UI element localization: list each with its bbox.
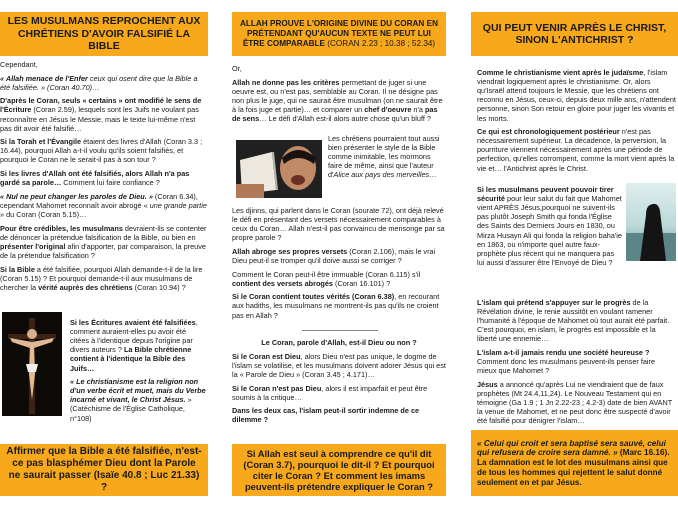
paragraph: Les djinns, qui parlent dans le Coran (sourate 72), ont déjà relevé le défi en présentant des versets nécessairement comparables à ceux du Coran… Allah n'est-il pas convaincu de mensonge par sa propre parole ? <box>232 206 445 243</box>
panel-left <box>0 0 208 508</box>
panel-middle-side-text <box>328 134 444 184</box>
woman-sea-icon <box>626 183 676 261</box>
paragraph: Si les musulmans peuvent pouvoir tirer sécurité pour leur salut du fait que Mahomet vient APRÈS Jésus,pourquoi ne suivent-ils pas plutôt Joseph Smith qui fonda l'Église des Saints des Derniers Jours en 1830, ou Mirza Husayn Ali qui fonda la religion baha'ie en 1863, ou n'importe quel autre faux-prophète plus récent qui ne manquera pas lui aussi d'assurer être l'Envoyé de Dieu ? <box>477 185 622 267</box>
paragraph: Allah ne donne pas les critères permettant de juger si une oeuvre est, ou n'est pas, semblable au Coran. Il ne désigne pas non plus le juge, qui ne saurait être musulman (on ne saurait être à la fois juge et partie)… et comparer un chef d'oeuvre n'a pas de sens… Le défi d'Allah est-il alors autre chose qu'un bluff ? <box>232 77 443 124</box>
paragraph: L'islam a-t-il jamais rendu une société heureuse ? Comment donc les musulmans peuvent-ils penser faire mieux que Mahomet ? <box>477 348 656 376</box>
panel-left-footer: Affirmer que la Bible a été falsifiée, n'est-ce pas blasphémer Dieu dont la Parole ne saurait passer (Isaïe 40.8 ; Luc 21.33) ? <box>0 444 208 496</box>
paragraph: Si le Coran contient toutes vérités (Coran 6.38), en recourant aux hadiths, les musulmans ne montrent-ils pas qu'ils ne croient pas en Allah ? <box>232 292 440 320</box>
paragraph: Ce qui est chronologiquement postérieur n'est pas nécessairement supérieur. La décadence, la perversion, la pourriture viennent nécessairement après une période de perfection, qu'elles corrompent, comme la mort vient après la vie et… l'Antichrist après le Christ. <box>477 127 675 173</box>
paragraph: Comment le Coran peut-il être immuable (Coran 6.115) s'il contient des versets abrogés (Coran 16.101) ? <box>232 269 421 288</box>
paragraph: Les chrétiens pourraient tout aussi bien présenter le style de la Bible comme inimitable, les mormons faire de même, ainsi que l'auteur d'Alice aux pays des merveilles… <box>328 134 440 180</box>
panel-middle-title: ALLAH PROUVE L'ORIGINE DIVINE DU CORAN EN PRÉTENDANT QU'AUCUN TEXTE NE PEUT LUI ÊTRE COMPARABLE (CORAN 2.23 ; 10.38 ; 52.34) <box>232 12 446 56</box>
paragraph: Si les livres d'Allah ont été falsifiés, alors Allah n'a pas gardé sa parole… Comment lui faire confiance ? <box>0 169 190 188</box>
man-reading-image <box>236 140 322 198</box>
panel-right-side-text <box>477 185 622 267</box>
panel-right-footer: « Celui qui croit et sera baptisé sera sauvé, celui qui refusera de croire sera damné. » (Marc 16.16). La damnation est le lot des musulmans ainsi que de tous les hommes qui rejettent le salut donné seulement en et par Jésus. <box>471 430 678 496</box>
text-intro: Or, <box>232 64 242 73</box>
dilemma-heading: Le Coran, parole d'Allah, est-il Dieu ou non ? <box>261 338 417 348</box>
panel-left-side-text <box>70 318 206 427</box>
crucifix-image <box>2 312 62 416</box>
panel-middle <box>232 0 446 508</box>
panel-middle-footer: Si Allah est seul à comprendre ce qu'il dit (Coran 3.7), pourquoi le dit-il ? Et pourquoi citer le Coran ? Et comment les imams peuvent-ils prétendre expliquer le Coran ? <box>232 444 446 496</box>
paragraph: Si la Bible a été falsifiée, pourquoi Allah demande-t-il de la lire (Coran 5.15) ? Et pourquoi demande-t-il aux musulmans de chercher la vérité auprès des chrétiens (Coran 10.94) ? <box>0 264 203 292</box>
paragraph: Jésus a annoncé qu'après Lui ne viendraient que de faux prophètes (Mt 24.4,11,24). Le Nouveau Testament qui en témoigne (Ga 1.9 ; 1 Jn 2.22-23 ; 4.2-3) date de bien AVANT la venue de Mahomet, et ne peut donc être suspecté d'avoir été falsifié pour dénigrer l'islam… <box>477 379 673 426</box>
paragraph: « Allah menace de l'Enfer ceux qui osent dire que la Bible a été falsifiée. » (Coran 40.70)… <box>0 73 198 92</box>
catechism-quote: « Le christianisme est la religion non d'un verbe écrit et muet, mais du Verbe incarné et vivant, le Christ Jésus. » (Catéchisme de l'Église Catholique, n°108) <box>70 377 206 423</box>
panel-left-title: LES MUSULMANS REPROCHENT AUX CHRÉTIENS D'AVOIR FALSIFIÉ LA BIBLE <box>0 12 208 56</box>
panel-left-body <box>0 60 208 296</box>
text-intro: Cependant, <box>0 60 38 69</box>
paragraph: Si le Coran n'est pas Dieu, alors il est imparfait et peut être soumis à la critique… <box>232 383 428 402</box>
divider <box>232 324 446 338</box>
crucifix-icon <box>2 312 62 416</box>
panel-middle-body <box>232 64 446 128</box>
paragraph: Si la Torah et l'Évangile étaient des livres d'Allah (Coran 3.3 ; 16.44), pourquoi Allah a-t-il voulu qu'ils soient falsifiés, et pourquoi le Coran ne le serait-il pas à son tour ? <box>0 137 203 165</box>
paragraph: D'après le Coran, seuls « certains » ont modifié le sens de l'Écriture (Coran 2.59), lesquels sont les Juifs ne voulant pas reconnaître en Jésus le Messie, mais le texte lui-même n'est pas dit avoir été falsifié… <box>0 96 202 133</box>
paragraph: Dans les deux cas, l'islam peut-il sortir indemne de ce dilemme ? <box>232 406 420 425</box>
paragraph: Si le Coran est Dieu, alors Dieu n'est pas unique, le dogme de l'islam se volatilise, et les musulmans doivent adorer Jésus qui est la « Parole de Dieu » (Coran 3.45 ; 4.171)… <box>232 351 446 380</box>
panel-right-body-2 <box>477 298 676 430</box>
paragraph: Comme le christianisme vient après le judaïsme, l'islam viendrait logiquement après le christianisme. Or, alors qu'Israël attend toujours le Messie, que les chrétiens ont reconnu en Jésus, ceux-ci, depuis deux mille ans, n'attendent personne, sinon Son retour en gloire pour juger les vivants et les morts. <box>477 68 676 123</box>
veiled-woman-image <box>626 183 676 261</box>
paragraph: L'islam qui prétend s'appuyer sur le progrès de la Révélation divine, le renie aussitôt en voulant ramener l'humanité à l'époque de Mahomet où tout aurait été parfait. C'est pourquoi, en islam, le progrès est impossible et la liberté une ennemie… <box>477 298 670 344</box>
paragraph: « Nul ne peut changer les paroles de Dieu. » (Coran 6.34), cependant Mahomet reconnaît avoir abrogé « une grande partie » du Coran (Coran 5.15)… <box>0 191 207 220</box>
paragraph: Si les Écritures avaient été falsifiées, comment auraient-elles pu avoir été citées à l'identique depuis l'origine par divers auteurs ? La Bible chrétienne contient à l'identique la Bible des Juifs… <box>70 318 198 373</box>
panel-right <box>471 0 678 508</box>
reading-man-icon <box>236 140 322 198</box>
panel-right-body <box>477 68 676 177</box>
panel-right-title: QUI PEUT VENIR APRÈS LE CHRIST, SINON L'ANTICHRIST ? <box>471 12 678 56</box>
paragraph: Pour être crédibles, les musulmans devraient-ils se contenter de dénoncer la prétendue falsification de la Bible, ou bien en présenter l'original afin d'apporter, par comparaison, la preuve de la prétendue falsification ? <box>0 223 207 260</box>
paragraph: Allah abroge ses propres versets (Coran 2.106), mais le vrai Dieu peut-il se tromper qu'il doive aussi se corriger ? <box>232 246 436 266</box>
panel-middle-body-2 <box>232 206 446 429</box>
